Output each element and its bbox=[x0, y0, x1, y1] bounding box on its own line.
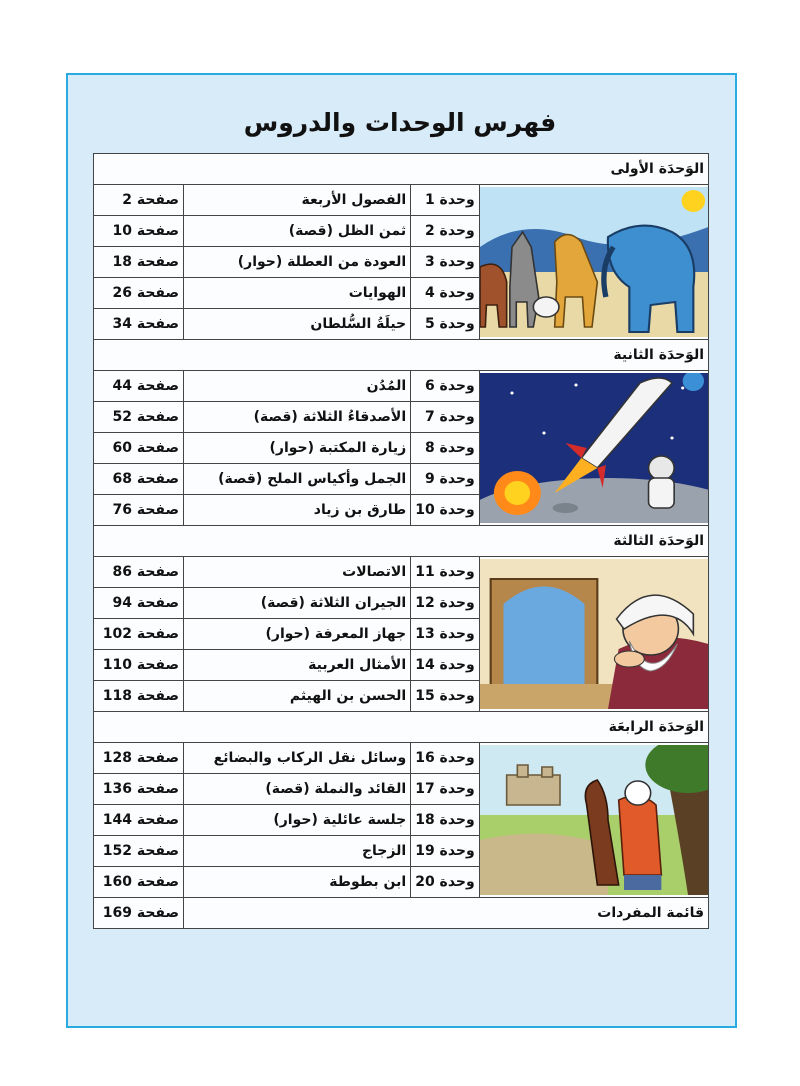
page-number: صفحة 136 bbox=[94, 774, 184, 805]
illustration-cell bbox=[479, 185, 708, 340]
section-heading: الوَحدَة الثالثة bbox=[94, 526, 709, 557]
section-heading-row bbox=[94, 712, 709, 743]
unit-number: وحدة 3 bbox=[411, 247, 480, 278]
unit-number: وحدة 5 bbox=[411, 309, 480, 340]
lesson-title[interactable]: الفصول الأربعة bbox=[184, 185, 411, 216]
section-heading: الوَحدَة الأولى bbox=[94, 154, 709, 185]
table-row[interactable] bbox=[94, 557, 709, 588]
unit-number: وحدة 20 bbox=[411, 867, 480, 898]
unit-number: وحدة 9 bbox=[411, 464, 480, 495]
lesson-title[interactable]: جلسة عائلية (حوار) bbox=[184, 805, 411, 836]
unit-number: وحدة 16 bbox=[411, 743, 480, 774]
lesson-title[interactable]: الزجاج bbox=[184, 836, 411, 867]
unit-number: وحدة 6 bbox=[411, 371, 480, 402]
lesson-title[interactable]: جهاز المعرفة (حوار) bbox=[184, 619, 411, 650]
lesson-title[interactable]: الهوايات bbox=[184, 278, 411, 309]
page-number: صفحة 10 bbox=[94, 216, 184, 247]
illustration-cell bbox=[479, 557, 708, 712]
lesson-title[interactable]: القائد والنملة (قصة) bbox=[184, 774, 411, 805]
page-number: صفحة 44 bbox=[94, 371, 184, 402]
table-row[interactable] bbox=[94, 185, 709, 216]
lesson-title[interactable]: العودة من العطلة (حوار) bbox=[184, 247, 411, 278]
page-title: فهرس الوحدات والدروس bbox=[243, 108, 557, 137]
lesson-title[interactable]: الاتصالات bbox=[184, 557, 411, 588]
traveler-illustration bbox=[480, 745, 708, 895]
space-illustration bbox=[480, 373, 708, 523]
lesson-title[interactable]: الحسن بن الهيثم bbox=[184, 681, 411, 712]
page-number: صفحة 26 bbox=[94, 278, 184, 309]
page-number: صفحة 110 bbox=[94, 650, 184, 681]
lesson-title[interactable]: زيارة المكتبة (حوار) bbox=[184, 433, 411, 464]
page-number: صفحة 86 bbox=[94, 557, 184, 588]
section-heading-row bbox=[94, 340, 709, 371]
lesson-title[interactable]: طارق بن زياد bbox=[184, 495, 411, 526]
section-heading: الوَحدَة الرابعَة bbox=[94, 712, 709, 743]
page-number: صفحة 118 bbox=[94, 681, 184, 712]
page-number: صفحة 52 bbox=[94, 402, 184, 433]
lesson-title[interactable]: وسائل نقل الركاب والبضائع bbox=[184, 743, 411, 774]
unit-number: وحدة 12 bbox=[411, 588, 480, 619]
lesson-title[interactable]: الأمثال العربية bbox=[184, 650, 411, 681]
illustration-cell bbox=[479, 371, 708, 526]
page-number: صفحة 94 bbox=[94, 588, 184, 619]
animals-illustration bbox=[480, 187, 708, 337]
page-number: صفحة 76 bbox=[94, 495, 184, 526]
table-row[interactable] bbox=[94, 743, 709, 774]
page-number: صفحة 18 bbox=[94, 247, 184, 278]
unit-number: وحدة 18 bbox=[411, 805, 480, 836]
unit-number: وحدة 2 bbox=[411, 216, 480, 247]
lesson-title[interactable]: حيلَةُ السُّلطان bbox=[184, 309, 411, 340]
section-heading-row bbox=[94, 154, 709, 185]
page-number: صفحة 68 bbox=[94, 464, 184, 495]
unit-number: وحدة 7 bbox=[411, 402, 480, 433]
lesson-title[interactable]: الجيران الثلاثة (قصة) bbox=[184, 588, 411, 619]
page-number: صفحة 144 bbox=[94, 805, 184, 836]
lesson-title[interactable]: المُدُن bbox=[184, 371, 411, 402]
unit-number: وحدة 15 bbox=[411, 681, 480, 712]
table-row[interactable] bbox=[94, 371, 709, 402]
lesson-title[interactable]: الجمل وأكياس الملح (قصة) bbox=[184, 464, 411, 495]
glossary-label[interactable]: قائمة المفردات bbox=[184, 898, 709, 929]
page-number: صفحة 160 bbox=[94, 867, 184, 898]
unit-number: وحدة 11 bbox=[411, 557, 480, 588]
page-number: صفحة 102 bbox=[94, 619, 184, 650]
unit-number: وحدة 19 bbox=[411, 836, 480, 867]
lesson-title[interactable]: الأصدقاءُ الثلاثة (قصة) bbox=[184, 402, 411, 433]
section-heading-row bbox=[94, 526, 709, 557]
page-number: صفحة 128 bbox=[94, 743, 184, 774]
toc-table bbox=[93, 153, 709, 929]
page-number: صفحة 152 bbox=[94, 836, 184, 867]
unit-number: وحدة 13 bbox=[411, 619, 480, 650]
unit-number: وحدة 1 bbox=[411, 185, 480, 216]
page-number: صفحة 2 bbox=[94, 185, 184, 216]
page-number: صفحة 60 bbox=[94, 433, 184, 464]
unit-number: وحدة 17 bbox=[411, 774, 480, 805]
section-heading: الوَحدَة الثانية bbox=[94, 340, 709, 371]
page-number: صفحة 34 bbox=[94, 309, 184, 340]
scholar-illustration bbox=[480, 559, 708, 709]
unit-number: وحدة 4 bbox=[411, 278, 480, 309]
lesson-title[interactable]: ابن بطوطة bbox=[184, 867, 411, 898]
unit-number: وحدة 14 bbox=[411, 650, 480, 681]
glossary-page-number: صفحة 169 bbox=[94, 898, 184, 929]
unit-number: وحدة 10 bbox=[411, 495, 480, 526]
glossary-row[interactable] bbox=[94, 898, 709, 929]
unit-number: وحدة 8 bbox=[411, 433, 480, 464]
illustration-cell bbox=[479, 743, 708, 898]
lesson-title[interactable]: ثمن الظل (قصة) bbox=[184, 216, 411, 247]
